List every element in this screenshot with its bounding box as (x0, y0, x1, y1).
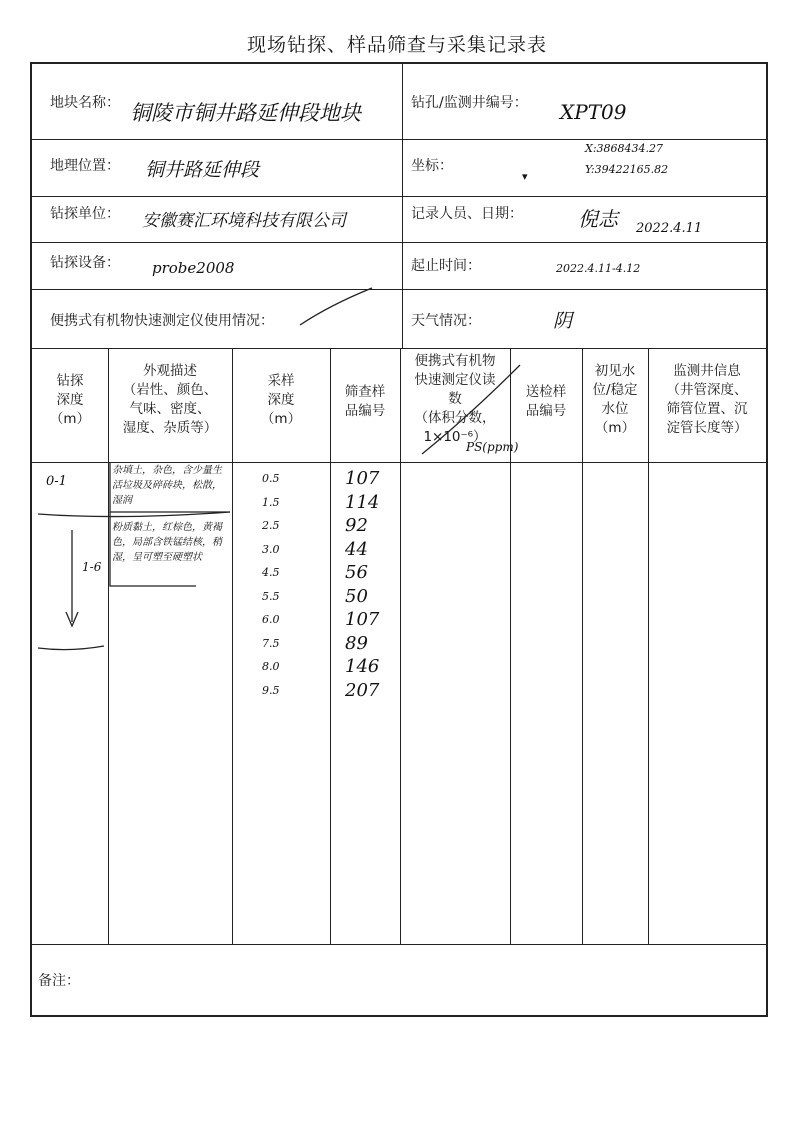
sample-depth: 4.5 (262, 566, 280, 579)
header-water-level: 初见水 位/稳定 水位 （m） (592, 363, 638, 436)
unit-label: 钻探单位： (50, 206, 120, 222)
form-title: 现场钻探、样品筛查与采集记录表 (246, 34, 547, 56)
pid-unit-handwritten: PS(ppm) (466, 440, 519, 454)
cursor-mark: ▾ (522, 170, 528, 183)
column-divider (330, 348, 331, 944)
screen-sample-id: 50 (345, 585, 368, 607)
sample-depth: 7.5 (262, 636, 280, 650)
row-divider (32, 289, 766, 290)
equip-value: probe2008 (152, 259, 235, 277)
header-description: 外观描述 （岩性、颜色、 气味、密度、 湿度、杂质等） (122, 363, 218, 436)
sample-depth: 0.5 (262, 472, 280, 485)
weather-label: 天气情况： (411, 313, 481, 329)
coord-y: Y:39422165.82 (585, 163, 669, 176)
header-send-id: 送检样 品编号 (525, 384, 567, 419)
time-label: 起止时间： (411, 258, 481, 274)
recorder-date: 2022.4.11 (636, 221, 703, 236)
screen-sample-id: 92 (345, 515, 368, 536)
screen-sample-id: 89 (345, 632, 368, 654)
screen-sample-id: 114 (345, 491, 380, 513)
row-divider (32, 196, 766, 197)
column-divider (510, 348, 511, 944)
screen-sample-id: 44 (345, 538, 368, 560)
location-label: 地理位置： (50, 158, 120, 174)
sample-depth: 5.5 (262, 589, 280, 603)
well-no-label: 钻孔/监测井编号： (411, 95, 528, 111)
pid-usage-label: 便携式有机物快速测定仪使用情况： (50, 313, 274, 329)
sample-depth: 2.5 (262, 519, 280, 532)
sample-depth: 6.0 (262, 613, 280, 626)
unit-value: 安徽赛汇环境科技有限公司 (142, 211, 346, 231)
depth-range-1: 0-1 (46, 474, 67, 489)
recorder-name: 倪志 (578, 207, 618, 231)
screen-sample-id: 146 (345, 656, 380, 677)
sample-depth: 1.5 (262, 495, 280, 509)
equip-label: 钻探设备： (50, 255, 120, 271)
sample-depth: 3.0 (262, 542, 280, 556)
row-divider (32, 139, 766, 140)
row-divider (32, 242, 766, 243)
layer-description-1: 杂填土，杂色，含少量生活垃圾及碎砖块，松散，湿润 (112, 465, 222, 506)
plot-name-label: 地块名称： (50, 95, 120, 111)
recorder-label: 记录人员、日期： (411, 206, 523, 222)
layer-description-2: 粉质黏土，红棕色，黄褐色，局部含铁锰结核，稍湿，呈可塑至硬塑状 (112, 522, 222, 563)
header-pid-reading: 便携式有机物 快速测定仪读 数 （体积分数， 1×10⁻⁶） (414, 353, 496, 445)
row-divider (32, 348, 766, 349)
screen-sample-id: 107 (345, 468, 380, 489)
header-well-info: 监测井信息 （井管深度、 筛管位置、沉 淀管长度等） (666, 363, 748, 436)
sample-depth: 8.0 (262, 660, 280, 673)
weather-value: 阴 (553, 310, 573, 332)
screen-sample-id: 56 (345, 562, 368, 583)
sample-depth: 9.5 (262, 683, 280, 697)
time-value: 2022.4.11-4.12 (556, 262, 641, 275)
location-value: 铜井路延伸段 (145, 159, 260, 181)
screen-sample-id: 107 (345, 609, 380, 630)
header-screen-id: 筛查样 品编号 (344, 384, 386, 419)
header-depth: 钻探 深度 （m） (49, 373, 91, 427)
well-no-value: XPT09 (560, 100, 627, 124)
header-sample-depth: 采样 深度 （m） (260, 373, 302, 427)
column-divider (402, 64, 403, 348)
plot-name-value: 铜陵市铜井路延伸段地块 (130, 101, 361, 125)
coord-label: 坐标： (411, 158, 453, 174)
depth-range-2: 1-6 (82, 560, 102, 574)
remarks-divider (32, 944, 766, 945)
screen-sample-id: 207 (345, 679, 380, 701)
remarks-label: 备注： (38, 973, 80, 989)
coord-x: X:3868434.27 (585, 142, 664, 155)
column-divider (232, 348, 233, 944)
